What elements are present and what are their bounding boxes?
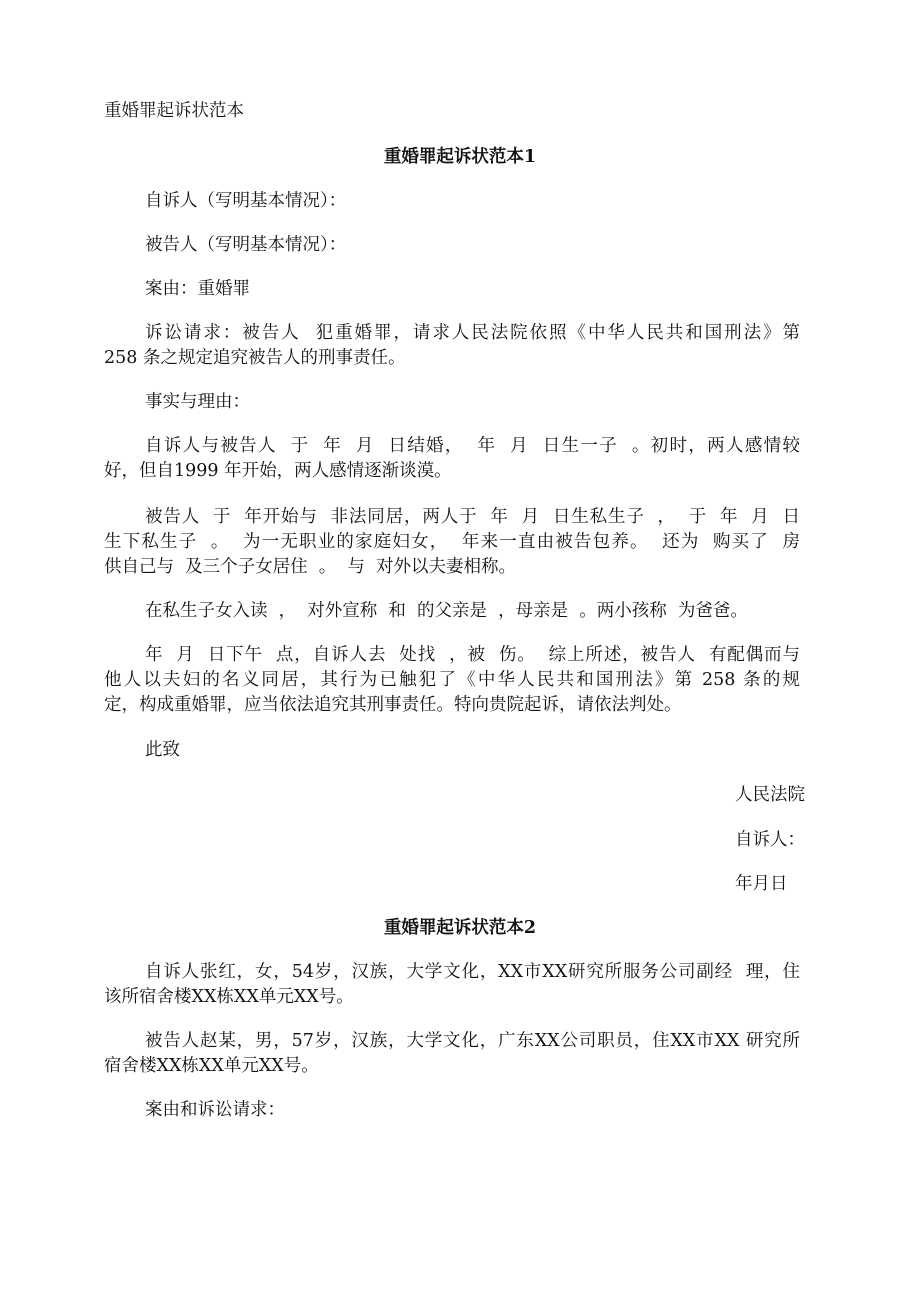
plaintiff-line: 自诉人张红，女，54岁，汉族，大学文化，XX市XX研究所服务公司副经 理，住	[145, 962, 800, 982]
facts-paragraph-line: 在私生子女入读 ， 对外宣称 和 的父亲是 ，母亲是 。两小孩称 为爸爸。	[145, 601, 748, 621]
facts-label: 事实与理由：	[145, 392, 250, 412]
signer-line: 自诉人：	[735, 830, 805, 850]
cause-claim-line: 案由和诉讼请求：	[145, 1100, 285, 1120]
closing-line: 此致	[145, 740, 180, 760]
facts-paragraph-line: 他人以夫妇的名义同居，其行为已触犯了《中华人民共和国刑法》第 258 条的规	[104, 670, 800, 690]
sample2-heading: 重婚罪起诉状范本2	[383, 918, 537, 938]
claim-line: 258 条之规定追究被告人的刑事责任。	[104, 348, 406, 368]
defendant-line: 被告人（写明基本情况）：	[145, 235, 347, 255]
facts-paragraph-line: 供自己与 及三个子女居住 。 与 对外以夫妻相称。	[104, 557, 517, 577]
facts-paragraph-line: 年 月 日下午 点，自诉人去 处找 ，被 伤。 综上所述，被告人 有配偶而与	[145, 645, 800, 665]
plaintiff-line: 自诉人（写明基本情况）：	[145, 191, 347, 211]
facts-paragraph-line: 好，但自1999 年开始，两人感情逐渐谈漠。	[104, 461, 452, 481]
sample1-heading: 重婚罪起诉状范本1	[383, 147, 537, 167]
date-line: 年月日	[735, 874, 788, 894]
claim-line: 诉讼请求：被告人 犯重婚罪，请求人民法院依照《中华人民共和国刑法》第	[145, 323, 800, 343]
defendant-line: 宿舍楼XX栋XX单元XX号。	[104, 1056, 319, 1076]
plaintiff-line: 该所宿舍楼XX栋XX单元XX号。	[104, 987, 354, 1007]
court-line: 人民法院	[735, 785, 805, 805]
facts-paragraph-line: 生下私生子 。 为一无职业的家庭妇女， 年来一直由被告包养。 还为 购买了 房	[104, 532, 800, 552]
document-title: 重婚罪起诉状范本	[104, 101, 244, 121]
facts-paragraph-line: 自诉人与被告人 于 年 月 日结婚， 年 月 日生一子 。初时，两人感情较	[145, 436, 800, 456]
facts-paragraph-line: 被告人 于 年开始与 非法同居，两人于 年 月 日生私生子 ， 于 年 月 日	[145, 507, 800, 527]
cause-line: 案由：重婚罪	[145, 279, 250, 299]
defendant-line: 被告人赵某，男，57岁，汉族，大学文化，广东XX公司职员，住XX市XX 研究所	[145, 1031, 800, 1051]
facts-paragraph-line: 定，构成重婚罪，应当依法追究其刑事责任。特向贵院起诉，请依法判处。	[104, 695, 682, 715]
